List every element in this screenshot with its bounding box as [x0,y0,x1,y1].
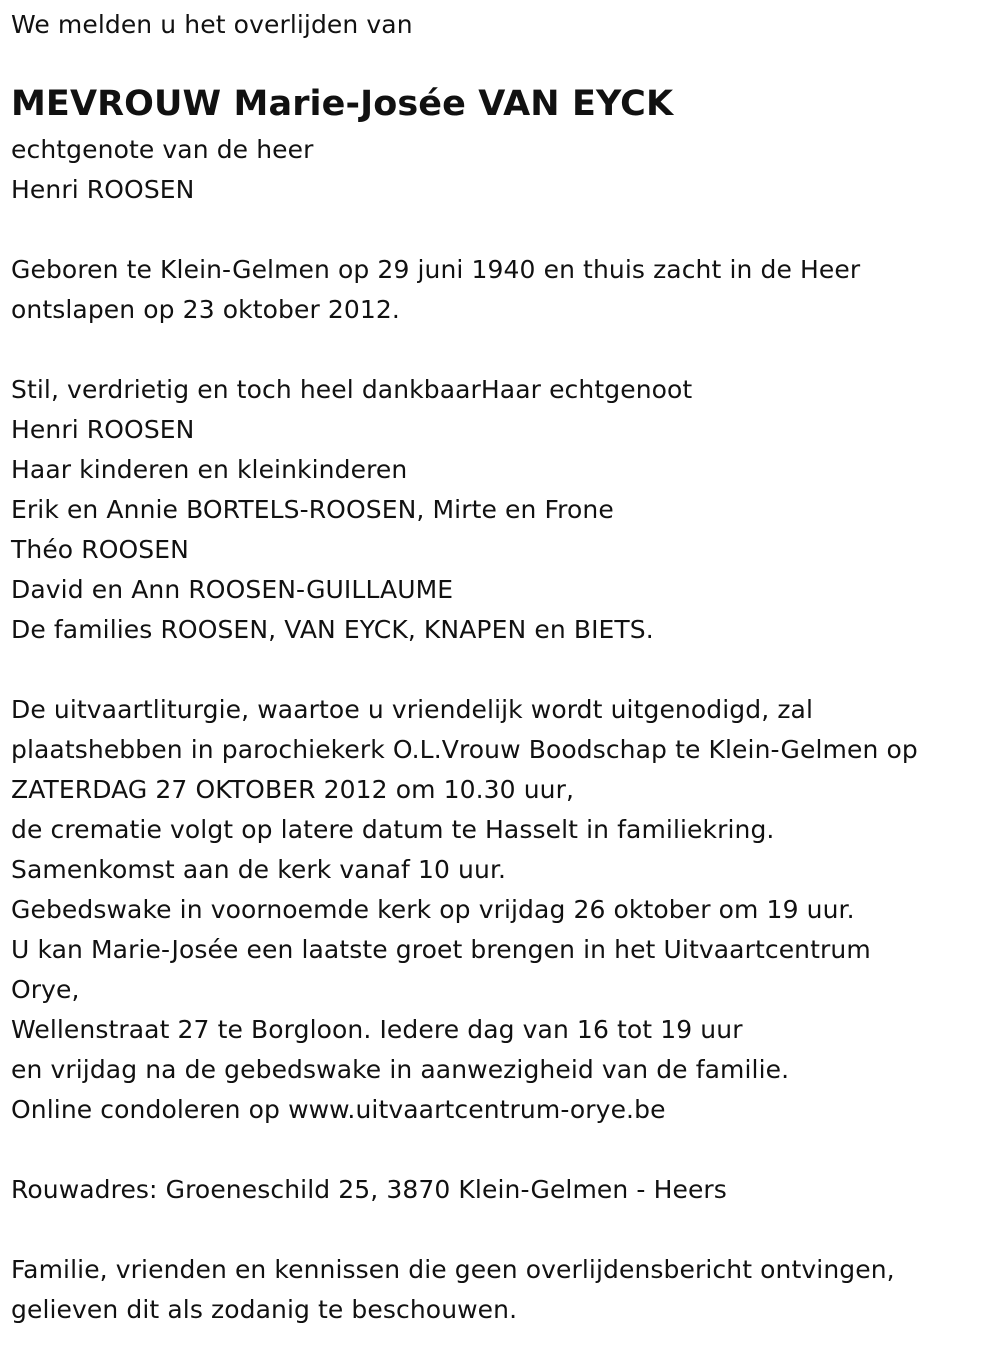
mourner-line: David en Ann ROOSEN-GUILLAUME [11,575,454,604]
funeral-line: U kan Marie-Josée een laatste groet brengen in het Uitvaartcentrum [11,935,871,964]
funeral-line: Gebedswake in voornoemde kerk op vrijdag 26 oktober om 19 uur. [11,895,855,924]
mourner-line: Erik en Annie BORTELS-ROOSEN, Mirte en Frone [11,495,614,524]
deceased-name: MEVROUW Marie-Josée VAN EYCK [11,84,674,124]
funeral-line: de crematie volgt op latere datum te Hasselt in familiekring. [11,815,775,844]
funeral-line: plaatshebben in parochiekerk O.L.Vrouw Boodschap te Klein-Gelmen op [11,735,918,764]
birth-death-paragraph [11,250,986,330]
funeral-line: Wellenstraat 27 te Borgloon. Iedere dag van 16 tot 19 uur [11,1015,743,1044]
closing-line: Familie, vrienden en kennissen die geen overlijdensbericht ontvingen, [11,1255,895,1284]
mourners-paragraph [11,370,986,650]
spouse-relation: echtgenote van de heer [11,135,314,164]
funeral-line: en vrijdag na de gebedswake in aanwezigheid van de familie. [11,1055,790,1084]
funeral-line: Orye, [11,975,80,1004]
funeral-line: De uitvaartliturgie, waartoe u vriendelijk wordt uitgenodigd, zal [11,695,814,724]
closing-paragraph [11,1250,986,1330]
funeral-line: Samenkomst aan de kerk vanaf 10 uur. [11,855,507,884]
birth-death-line: ontslapen op 23 oktober 2012. [11,295,400,324]
mourner-line: Haar kinderen en kleinkinderen [11,455,408,484]
funeral-line: ZATERDAG 27 OKTOBER 2012 om 10.30 uur, [11,775,575,804]
condolence-website-line: Online condoleren op www.uitvaartcentrum-orye.be [11,1095,666,1124]
death-notice [11,4,986,1330]
spouse-name: Henri ROOSEN [11,175,195,204]
mourner-line: Théo ROOSEN [11,535,189,564]
closing-line: gelieven dit als zodanig te beschouwen. [11,1295,518,1324]
mourner-line: Henri ROOSEN [11,415,195,444]
birth-death-line: Geboren te Klein-Gelmen op 29 juni 1940 en thuis zacht in de Heer [11,255,861,284]
intro-text: We melden u het overlijden van [11,10,413,39]
address-paragraph [11,1170,986,1210]
mourning-address: Rouwadres: Groeneschild 25, 3870 Klein-Gelmen - Heers [11,1175,727,1204]
funeral-paragraph [11,690,986,1130]
mourner-line: De families ROOSEN, VAN EYCK, KNAPEN en BIETS. [11,615,654,644]
mourner-line: Stil, verdrietig en toch heel dankbaarHaar echtgenoot [11,375,693,404]
